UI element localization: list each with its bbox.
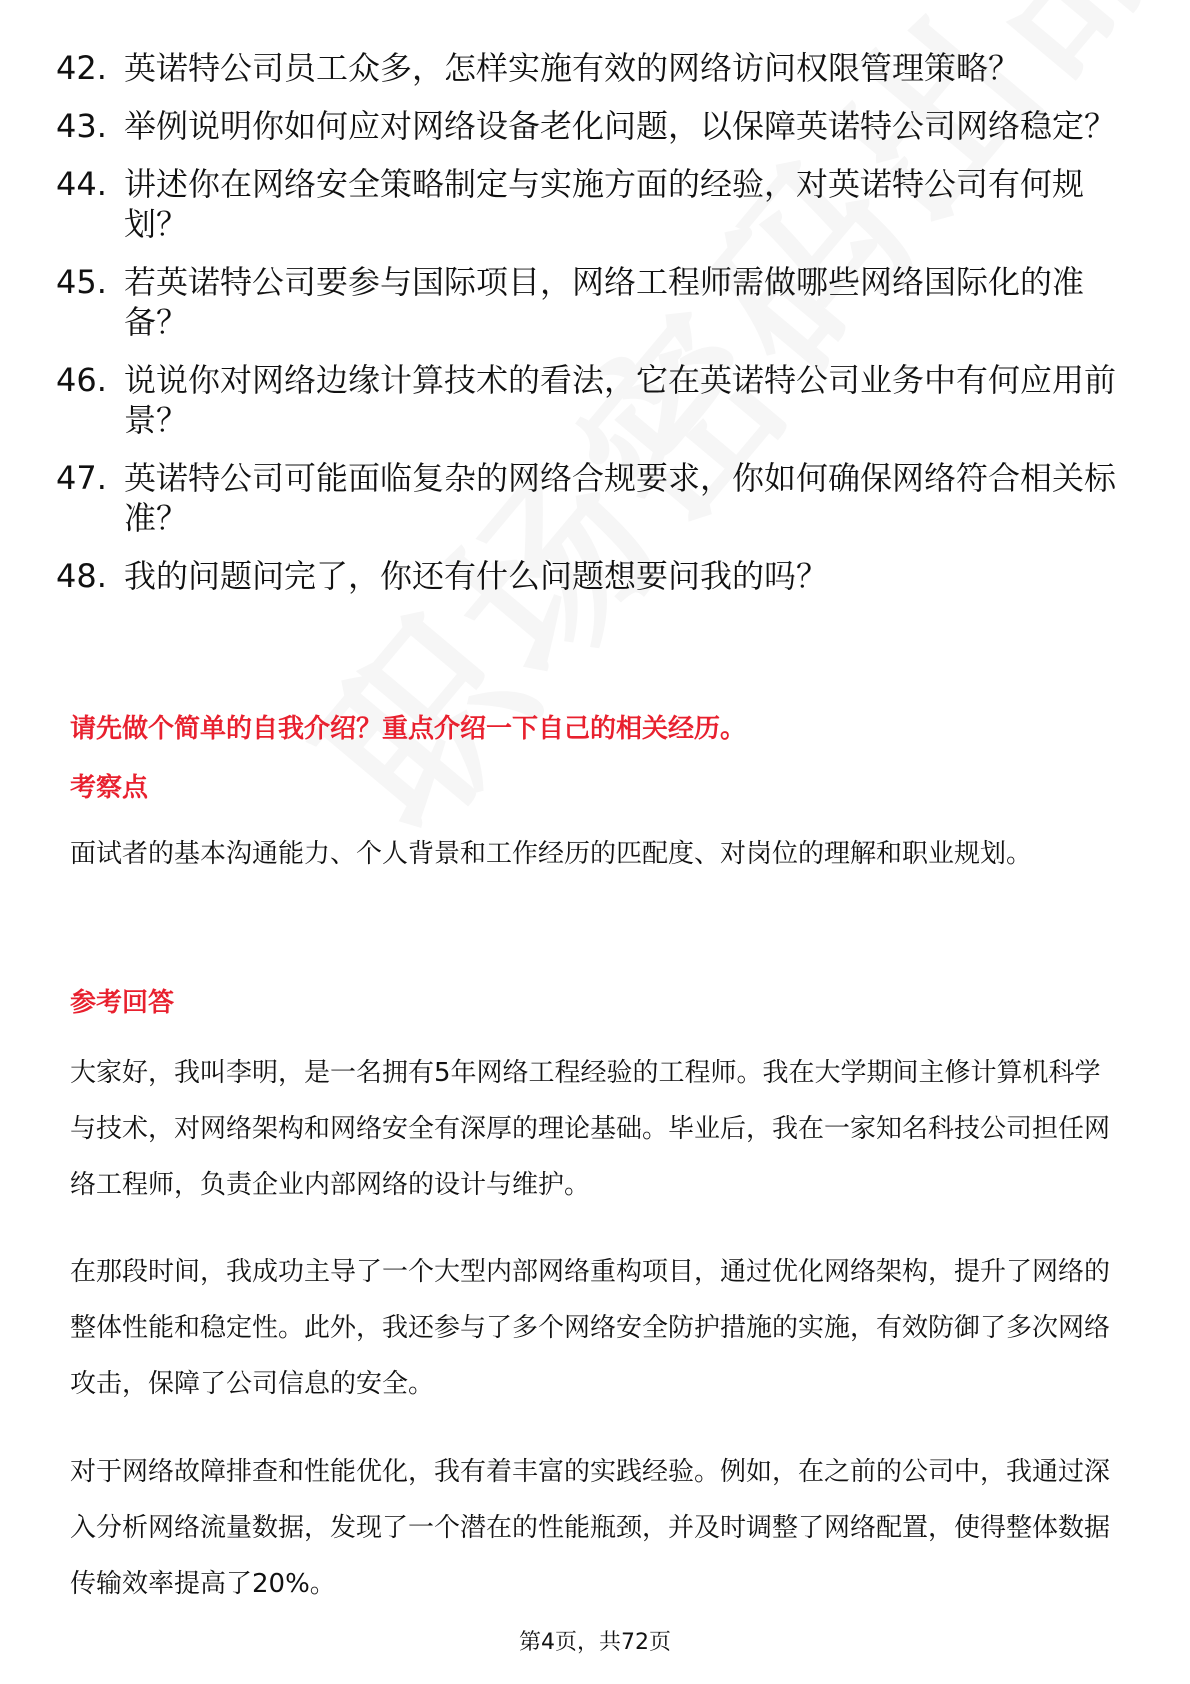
question-item <box>56 360 1116 440</box>
assessment-points-label: 考察点 <box>70 773 149 803</box>
reference-answer-label: 参考回答 <box>70 988 175 1018</box>
question-number: 47. <box>56 459 107 497</box>
answer-paragraph: 在那段时间，我成功主导了一个大型内部网络重构项目，通过优化网络架构，提升了网络的整体性能和稳定性。此外，我还参与了多个网络安全防护措施的实施，有效防御了多次网络攻击，保障了公司信息的安全。 <box>70 1257 1111 1399</box>
question-text: 举例说明你如何应对网络设备老化问题，以保障英诺特公司网络稳定？ <box>124 107 1117 145</box>
question-number: 45. <box>56 263 107 301</box>
question-item <box>56 458 1116 538</box>
assessment-points-text: 面试者的基本沟通能力、个人背景和工作经历的匹配度、对岗位的理解和职业规划。 <box>70 839 1033 869</box>
question-number: 42. <box>56 49 107 87</box>
page-number: 第4页，共72页 <box>519 1630 671 1655</box>
answer-paragraph: 大家好，我叫李明，是一名拥有5年网络工程经验的工程师。我在大学期间主修计算机科学与技术，对网络架构和网络安全有深厚的理论基础。毕业后，我在一家知名科技公司担任网络工程师，负责企业内部网络的设计与维护。 <box>70 1058 1111 1200</box>
question-item <box>56 262 1116 342</box>
answer-paragraph: 对于网络故障排查和性能优化，我有着丰富的实践经验。例如，在之前的公司中，我通过深入分析网络流量数据，发现了一个潜在的性能瓶颈，并及时调整了网络配置，使得整体数据传输效率提高了20%。 <box>70 1457 1111 1599</box>
question-item <box>56 556 1116 596</box>
question-item <box>56 48 1116 88</box>
question-text: 若英诺特公司要参与国际项目，网络工程师需做哪些网络国际化的准备？ <box>124 263 1085 341</box>
question-item <box>56 164 1116 244</box>
question-item <box>56 106 1116 146</box>
question-number: 44. <box>56 165 107 203</box>
question-text: 说说你对网络边缘计算技术的看法，它在英诺特公司业务中有何应用前景？ <box>124 361 1117 439</box>
question-number: 46. <box>56 361 107 399</box>
section-question-title: 请先做个简单的自我介绍？重点介绍一下自己的相关经历。 <box>70 714 747 744</box>
question-text: 英诺特公司员工众多，怎样实施有效的网络访问权限管理策略？ <box>124 49 1021 87</box>
question-text: 讲述你在网络安全策略制定与实施方面的经验，对英诺特公司有何规划？ <box>124 165 1085 243</box>
question-number: 48. <box>56 557 107 595</box>
question-text: 我的问题问完了，你还有什么问题想要问我的吗？ <box>124 557 829 595</box>
question-number: 43. <box>56 107 107 145</box>
question-list <box>56 48 1116 614</box>
question-text: 英诺特公司可能面临复杂的网络合规要求，你如何确保网络符合相关标准？ <box>124 459 1117 537</box>
